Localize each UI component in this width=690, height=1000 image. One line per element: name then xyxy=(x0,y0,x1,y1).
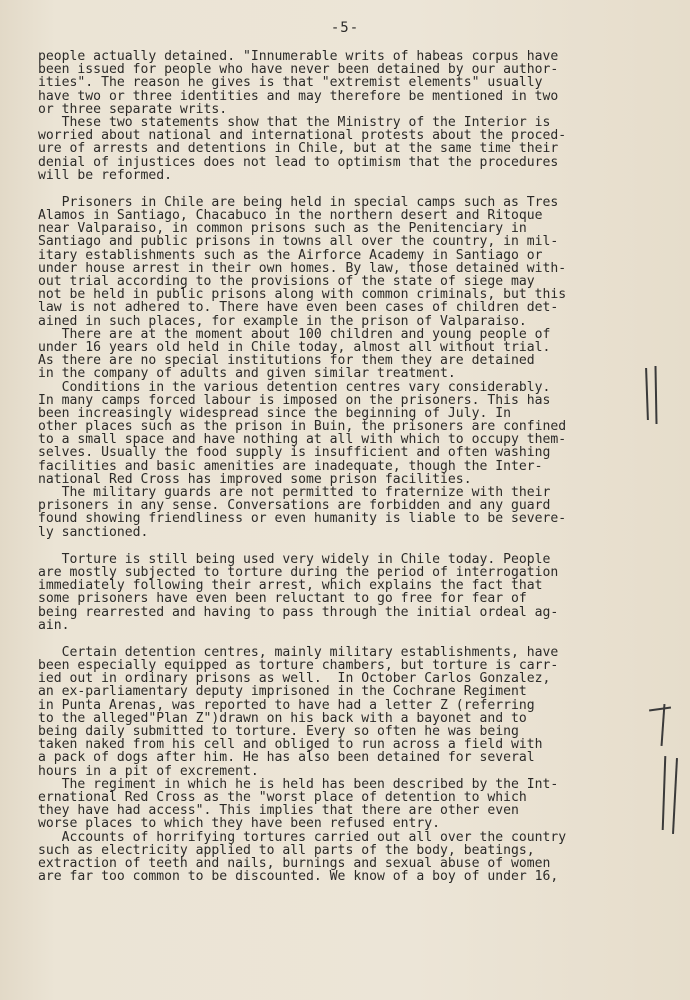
margin-mark-line xyxy=(672,758,677,834)
text-line: In many camps forced labour is imposed on the prisoners. This has xyxy=(38,392,551,408)
text-line: to a small space and have nothing at all with which to occupy them- xyxy=(38,432,567,448)
text-line: other places such as the prison in Buin, the prisoners are confined xyxy=(38,419,567,435)
margin-mark-line xyxy=(662,756,666,830)
paragraph-3 xyxy=(38,196,643,328)
text-line: facilities and basic amenities are inadequate, though the Inter- xyxy=(38,458,543,474)
text-line: ernational Red Cross as the "worst place of detention to which xyxy=(38,789,527,805)
paragraph-6 xyxy=(38,486,643,539)
text-line: near Valparaiso, in common prisons such as the Penitenciary in xyxy=(38,221,527,237)
text-line: The regiment in which he is held has been described by the Int- xyxy=(38,776,559,792)
text-line: an ex-parliamentary deputy imprisoned in the Cochrane Regiment xyxy=(38,684,527,700)
paragraph-2 xyxy=(38,116,643,182)
text-line: Torture is still being used very widely in Chile today. People xyxy=(38,551,551,567)
page-number: -5- xyxy=(330,20,360,36)
text-line: taken naked from his cell and obliged to run across a field with xyxy=(38,737,543,753)
text-line: such as electricity applied to all parts of the body, beatings, xyxy=(38,842,535,858)
text-line: being rearrested and having to pass through the initial ordeal ag- xyxy=(38,604,559,620)
text-line: or three separate writs. xyxy=(38,101,228,117)
text-line: itary establishments such as the Airforce Academy in Santiago or xyxy=(38,247,543,263)
margin-mark-crossbar xyxy=(649,706,671,711)
text-line: not be held in public prisons along with common criminals, but this xyxy=(38,287,567,303)
text-line: ure of arrests and detentions in Chile, but at the same time their xyxy=(38,141,559,157)
margin-mark-line xyxy=(661,704,665,746)
text-line: prisoners in any sense. Conversations are forbidden and any guard xyxy=(38,498,551,514)
text-line: people actually detained. "Innumerable writs of habeas corpus have xyxy=(38,49,559,64)
text-line: will be reformed. xyxy=(38,167,173,183)
text-line: Prisoners in Chile are being held in special camps such as Tres xyxy=(38,194,559,210)
text-line: been especially equipped as torture chambers, but torture is carr- xyxy=(38,658,559,674)
text-line: Certain detention centres, mainly military establishments, have xyxy=(38,644,559,660)
margin-mark-line xyxy=(645,368,648,420)
text-line: denial of injustices does not lead to optimism that the procedures xyxy=(38,154,559,170)
text-line: are far too common to be discounted. We know of a boy of under 16, xyxy=(38,869,559,885)
text-line: ained in such places, for example in the prison of Valparaiso. xyxy=(38,313,527,329)
text-line: been increasingly widespread since the beginning of July. In xyxy=(38,405,511,421)
text-line: some prisoners have even been reluctant to go free for fear of xyxy=(38,591,527,607)
paragraph-8 xyxy=(38,646,643,778)
text-line: they have had access". This implies that there are other even xyxy=(38,803,519,819)
text-line: under house arrest in their own homes. By law, those detained with- xyxy=(38,260,567,276)
text-line: have two or three identities and may therefore be mentioned in two xyxy=(38,88,559,104)
text-line: out trial according to the provisions of the state of siege may xyxy=(38,274,535,289)
text-line: ain. xyxy=(38,617,70,633)
text-line: Santiago and public prisons in towns all over the country, in mil- xyxy=(38,234,559,250)
text-line: found showing friendliness or even humanity is liable to be severe- xyxy=(38,511,567,527)
text-line: There are at the moment about 100 children and young people of xyxy=(38,326,551,342)
text-line: national Red Cross has improved some prison facilities. xyxy=(38,471,472,487)
text-line: immediately following their arrest, which explains the fact that xyxy=(38,578,543,594)
text-line: worried about national and international protests about the proced- xyxy=(38,128,567,144)
text-line: ied out in ordinary prisons as well. In October Carlos Gonzalez, xyxy=(38,671,551,687)
text-line: being daily submitted to torture. Every so often he was being xyxy=(38,724,519,739)
paragraph-1 xyxy=(38,50,643,116)
text-line: Accounts of horrifying tortures carried out all over the country xyxy=(38,829,567,845)
text-line: been issued for people who have never been detained by our author- xyxy=(38,62,559,78)
paragraph-10 xyxy=(38,831,643,884)
document-body xyxy=(38,50,643,883)
paragraph-gap xyxy=(38,632,643,646)
text-line: worse places to which they have been refused entry. xyxy=(38,816,441,832)
paragraph-9 xyxy=(38,778,643,831)
text-line: These two statements show that the Ministry of the Interior is xyxy=(38,114,551,130)
text-line: hours in a pit of excrement. xyxy=(38,763,259,779)
margin-mark-line xyxy=(654,366,657,424)
text-line: The military guards are not permitted to fraternize with their xyxy=(38,485,551,500)
text-line: ities". The reason he gives is that "extremist elements" usually xyxy=(38,75,543,91)
text-line: law is not adhered to. There have even been cases of children det- xyxy=(38,300,559,316)
text-line: are mostly subjected to torture during the period of interrogation xyxy=(38,564,559,580)
paragraph-5 xyxy=(38,381,643,487)
paragraph-4 xyxy=(38,328,643,381)
text-line: ly sanctioned. xyxy=(38,524,149,540)
text-line: Conditions in the various detention centres vary considerably. xyxy=(38,379,551,395)
paragraph-gap xyxy=(38,182,643,196)
text-line: in Punta Arenas, was reported to have had a letter Z (referring xyxy=(38,697,535,713)
paragraph-gap xyxy=(38,539,643,553)
text-line: selves. Usually the food supply is insufficient and often washing xyxy=(38,445,551,461)
paragraph-7 xyxy=(38,553,643,632)
text-line: As there are no special institutions for them they are detained xyxy=(38,353,535,369)
text-line: to the alleged"Plan Z")drawn on his back with a bayonet and to xyxy=(38,710,527,726)
text-line: in the company of adults and given similar treatment. xyxy=(38,366,456,382)
text-line: under 16 years old held in Chile today, almost all without trial. xyxy=(38,339,551,355)
text-line: extraction of teeth and nails, burnings and sexual abuse of women xyxy=(38,855,551,871)
text-line: Alamos in Santiago, Chacabuco in the northern desert and Ritoque xyxy=(38,208,543,224)
text-line: a pack of dogs after him. He has also been detained for several xyxy=(38,750,535,766)
